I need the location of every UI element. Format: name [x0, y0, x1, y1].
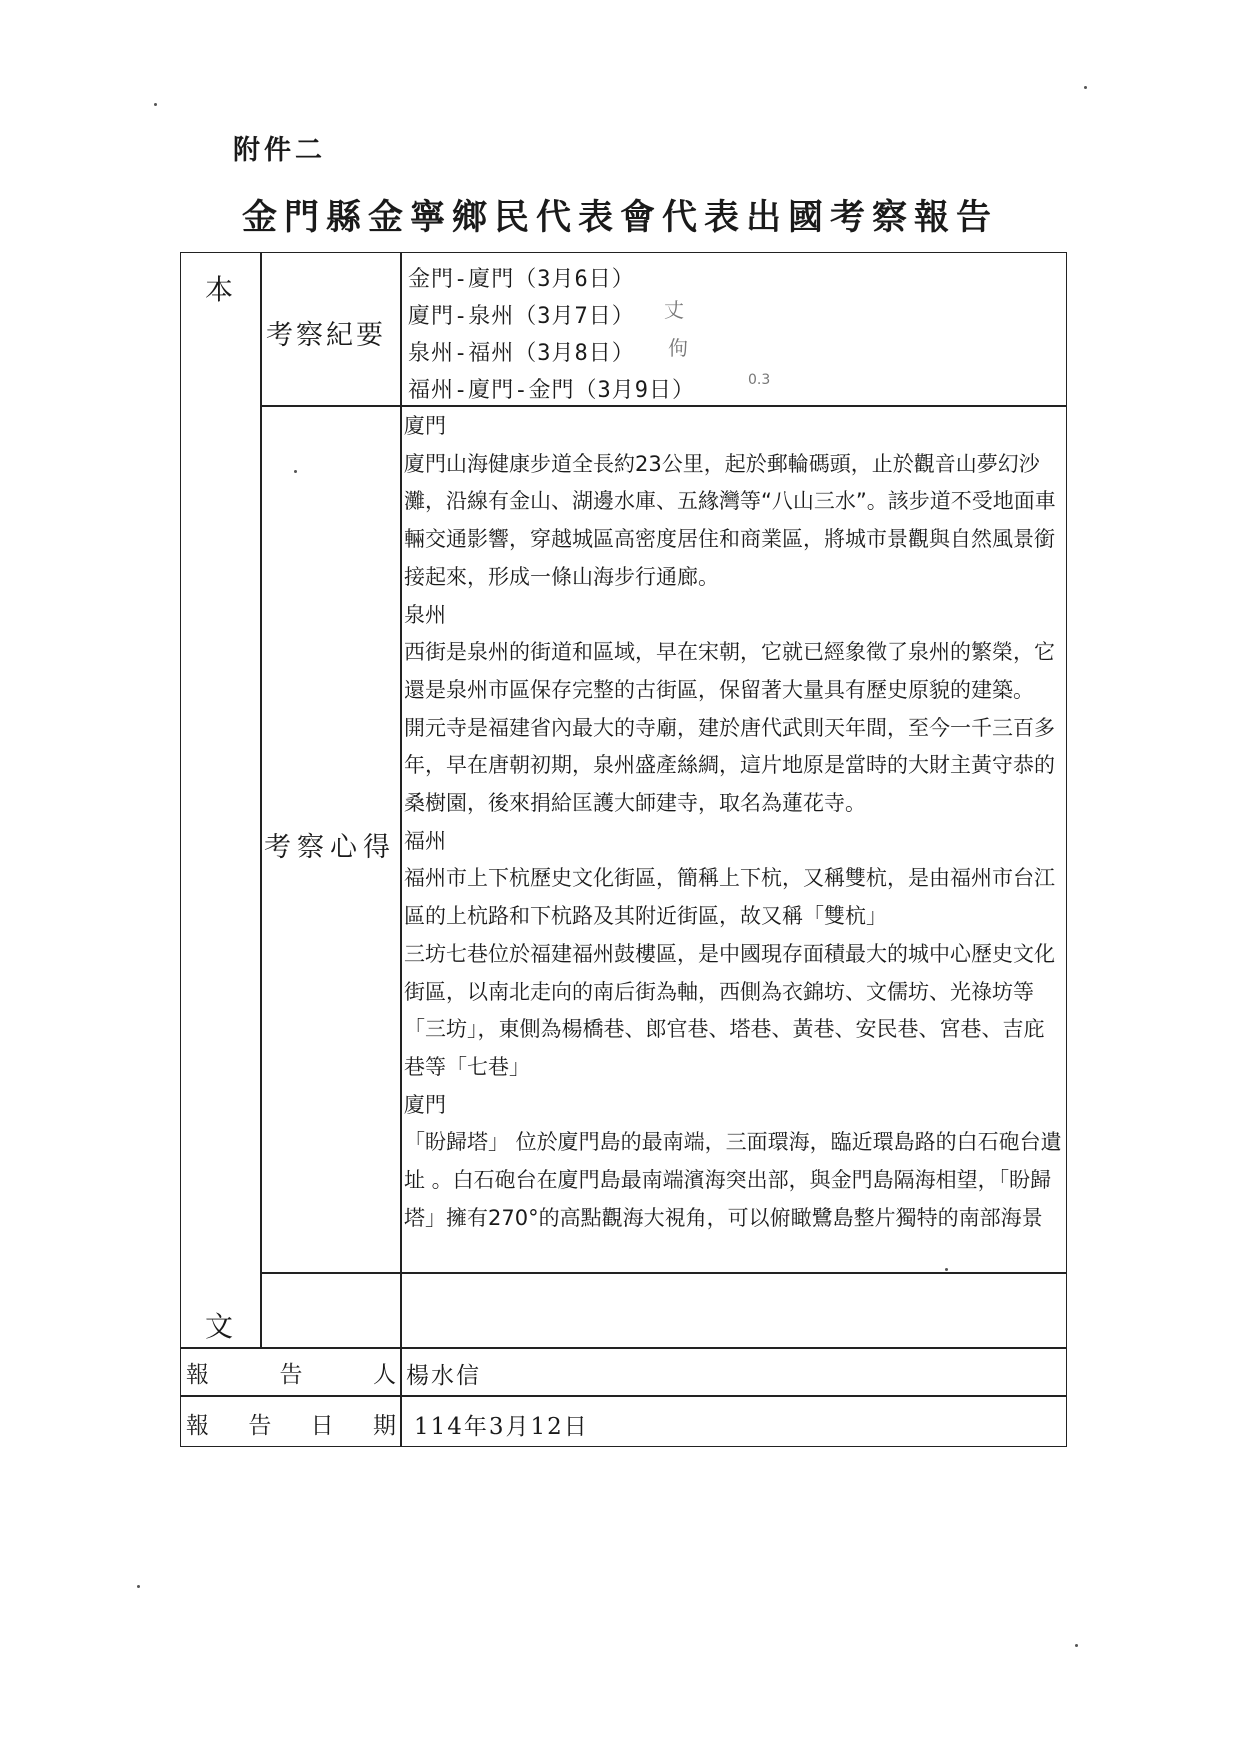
report-title: 金門縣金寧鄉民代表會代表出國考察報告: [241, 197, 998, 238]
section-paragraph: 廈門山海健康步道全長約23公里，起於郵輪碼頭，止於觀音山夢幻沙灘，沿線有金山、湖邊水庫、五緣灣等“八山三水”。該步道不受地面車輛交通影響，穿越城區高密度居住和商業區，將城市景觀與自然風景銜接起來，形成一條山海步行通廊。: [404, 451, 1056, 589]
reporter-label: 報告人: [186, 1362, 396, 1388]
label-column-divider: [400, 252, 402, 1447]
date-label: 報告日期: [186, 1413, 396, 1439]
side-label-top: 本: [205, 273, 234, 306]
reporter-name: 楊水信: [406, 1363, 481, 1389]
section-paragraph: 福州市上下杭歷史文化街區，簡稱上下杭，又稱雙杭，是由福州市台江區的上杭路和下杭路及其附近街區，故又稱「雙杭」: [404, 866, 1055, 929]
scan-speck: [154, 103, 157, 106]
body-divider: [180, 1347, 1067, 1349]
section-heading: 泉州: [404, 602, 446, 627]
handwritten-mark: 0.3: [748, 372, 771, 388]
section-paragraph: 三坊七巷位於福建福州鼓樓區，是中國現存面積最大的城中心歷史文化街區，以南北走向的南后街為軸，西側為衣錦坊、文儒坊、光祿坊等「三坊」，東側為楊橋巷、郎官巷、塔巷、黃巷、安民巷、宮巷、吉庇巷等「七巷」: [404, 941, 1055, 1079]
scan-speck: [137, 1585, 140, 1588]
side-column-divider: [260, 252, 262, 1347]
section-paragraph: 西街是泉州的街道和區域，早在宋朝，它就已經象徵了泉州的繁榮，它還是泉州市區保存完整的古街區，保留著大量具有歷史原貌的建築。 開元寺是福建省內最大的寺廟，建於唐代武則天年間，至今一千三百多年，早在唐朝初期，泉州盛產絲綢，這片地原是當時的大財主黃守恭的桑樹園，後來捐給匡護大師建寺，取名為蓮花寺。: [404, 640, 1055, 816]
insights-divider: [260, 1272, 1067, 1274]
itinerary-row: 金門-廈門（3月6日）: [408, 267, 635, 292]
side-label-bottom: 文: [205, 1310, 234, 1343]
handwritten-mark: 丈: [664, 298, 684, 322]
section-paragraph: 「盼歸塔」 位於廈門島的最南端，三面環海，臨近環島路的白石砲台遺址 。白石砲台在廈門島最南端濱海突出部，與金門島隔海相望，「盼歸塔」擁有270°的高點觀海大視角，可以俯瞰鷺島整片獨特的南部海景: [404, 1130, 1062, 1230]
itinerary-row: 福州-廈門-金門（3月9日）: [408, 378, 695, 403]
itinerary-divider: [260, 405, 1067, 407]
section-heading: 福州: [404, 828, 446, 853]
scan-speck: [1075, 1644, 1078, 1647]
report-date: 114年3月12日: [414, 1414, 589, 1440]
attachment-label: 附件二: [233, 135, 326, 166]
section-heading: 廈門: [404, 414, 446, 438]
insights-content: [404, 408, 1064, 1237]
scan-speck: [294, 470, 297, 473]
itinerary-row: 泉州-福州（3月8日）: [408, 341, 635, 366]
itinerary-label: 考察紀要: [266, 320, 386, 351]
itinerary-row: 廈門-泉州（3月7日）: [408, 304, 635, 329]
insights-label: 考察心得: [264, 832, 396, 863]
handwritten-mark: 佝: [668, 336, 688, 360]
section-heading: 廈門: [404, 1092, 446, 1117]
scan-speck: [1084, 86, 1087, 89]
reporter-divider: [180, 1395, 1067, 1397]
scan-speck: [945, 1268, 948, 1271]
